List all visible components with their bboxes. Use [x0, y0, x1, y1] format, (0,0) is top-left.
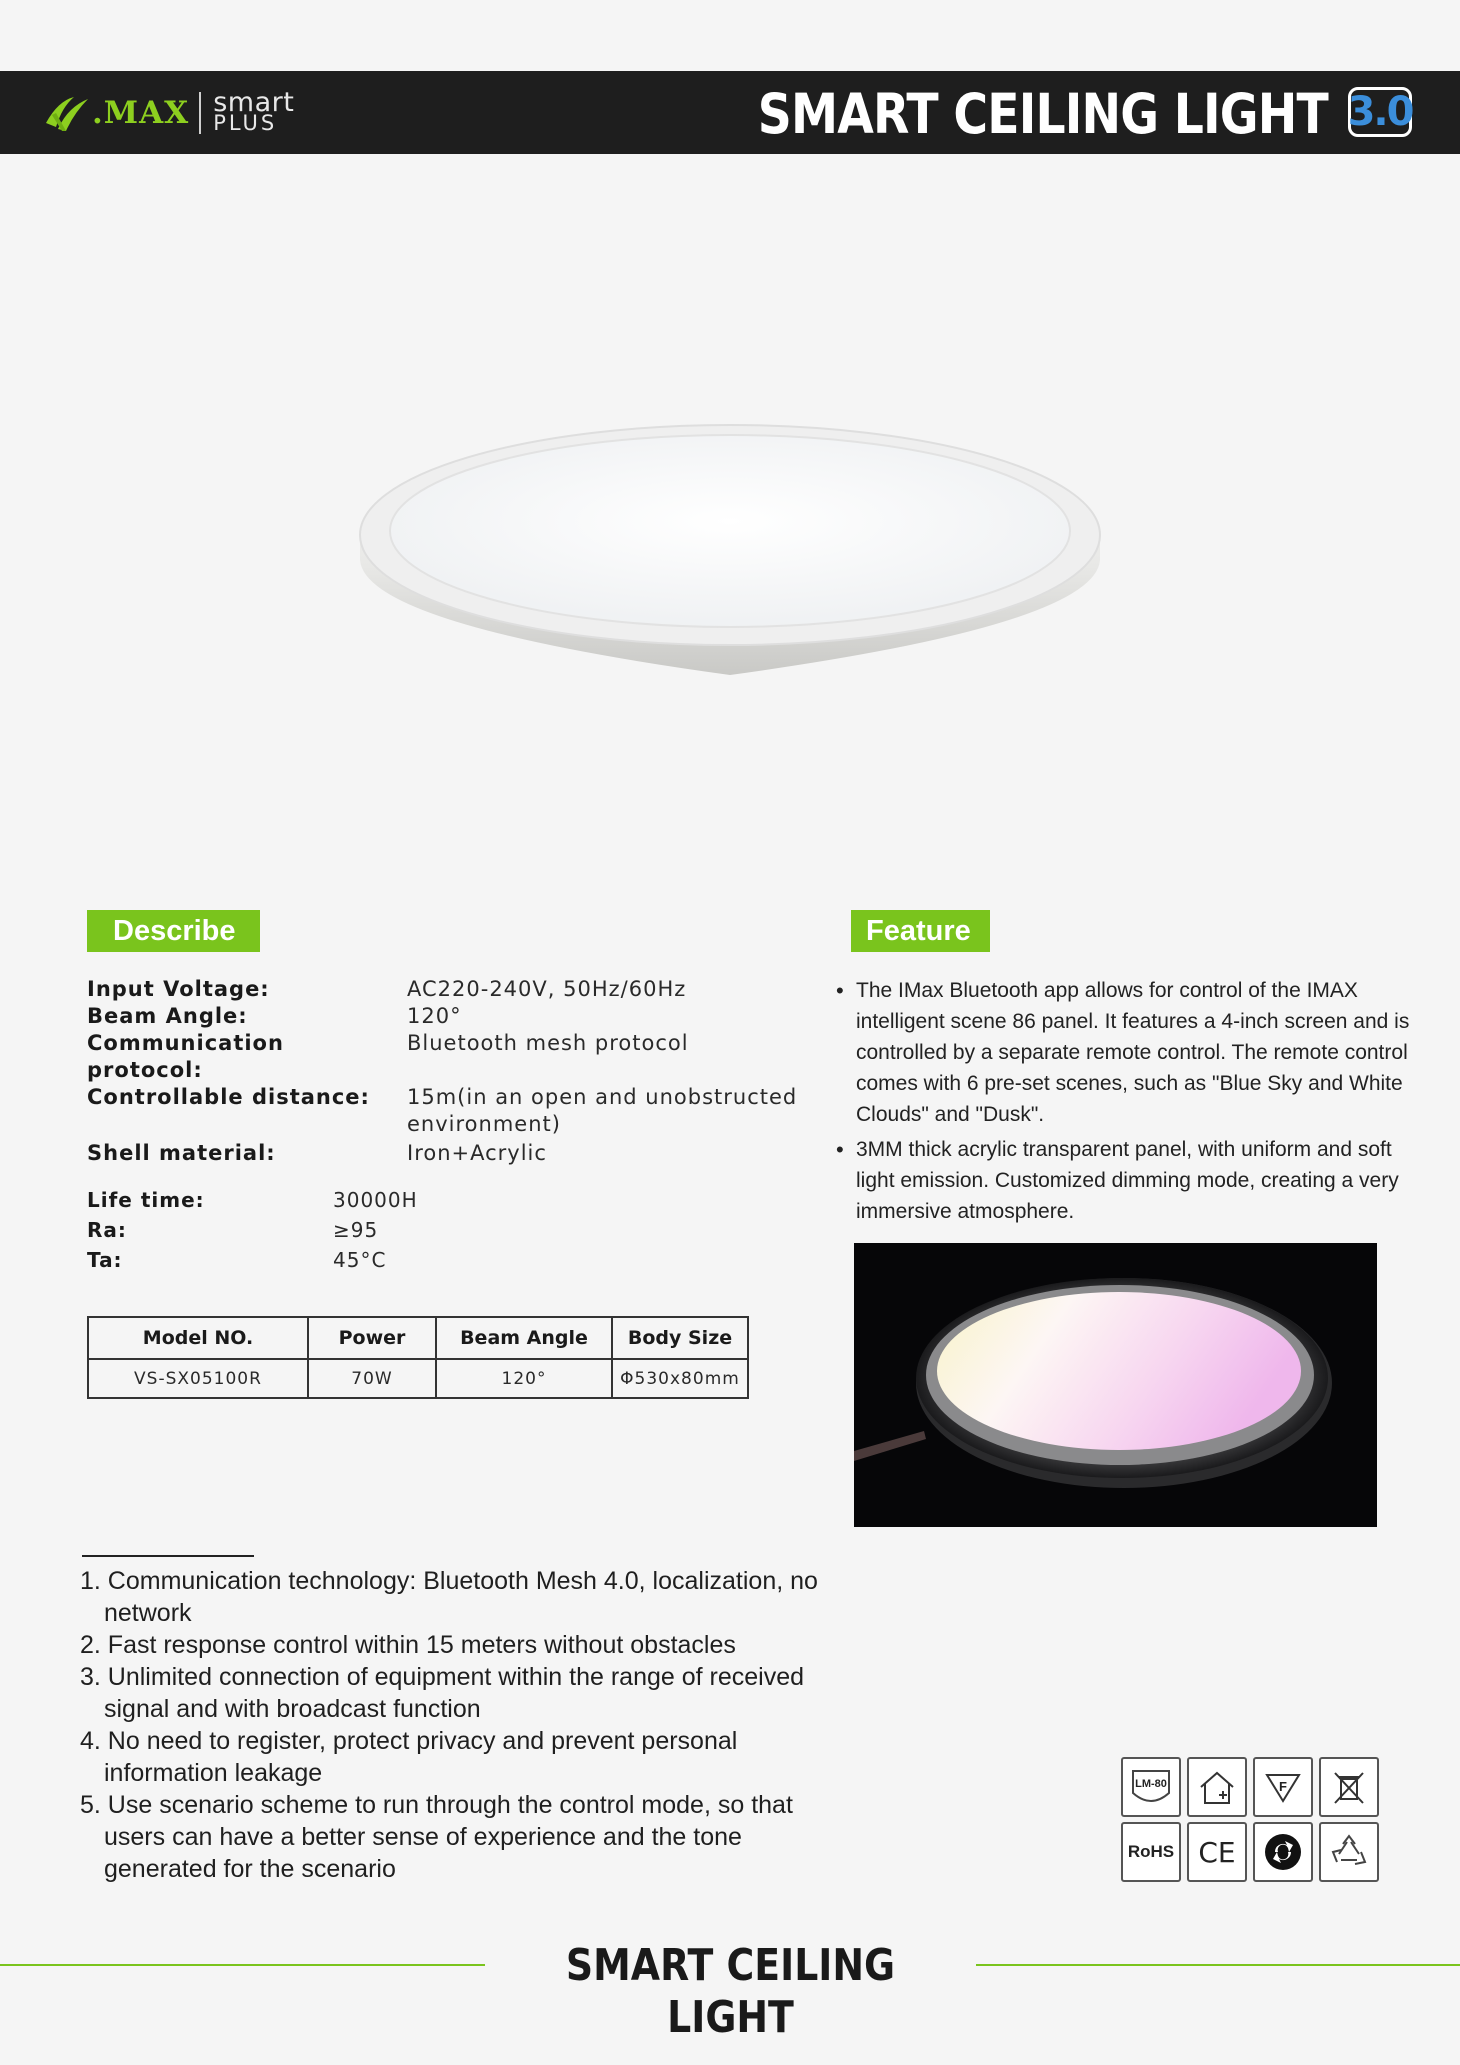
spec-value: Bluetooth mesh protocol [407, 1031, 689, 1055]
logo-divider [199, 92, 201, 134]
list-item: 3. Unlimited connection of equipment within the range of received signal and with broadcast function [80, 1663, 805, 1723]
table-row [88, 1359, 748, 1398]
notes-divider [82, 1555, 254, 1557]
spec-row [87, 1003, 827, 1030]
spec-label: Ta: [87, 1248, 123, 1272]
spec-value: AC220-240V, 50Hz/60Hz [407, 977, 687, 1001]
spec-list [87, 976, 827, 1167]
indoor-use-icon [1187, 1757, 1247, 1817]
vmax-leaf-icon [44, 93, 90, 133]
column-header: Body Size [612, 1317, 748, 1359]
feature-list [836, 975, 1436, 1231]
spec-row [87, 1185, 753, 1215]
spec-value: 30000H [333, 1188, 418, 1212]
footer-rule-right [976, 1964, 1460, 1966]
brand-sub-top: smart [213, 87, 295, 118]
header-bar [0, 71, 1460, 154]
notes-list [80, 1565, 860, 1885]
spec-value: 45°C [333, 1248, 387, 1272]
svg-text:F: F [1279, 1779, 1287, 1794]
spec-label: Ra: [87, 1218, 127, 1242]
table-cell: 70W [308, 1359, 436, 1398]
spec-value: 120° [407, 1004, 462, 1028]
spec-row [87, 1084, 827, 1138]
brand-sub-bottom: PLUS [213, 111, 278, 135]
certification-icons [1121, 1757, 1379, 1882]
lit-product-photo [854, 1243, 1377, 1527]
column-header: Model NO. [88, 1317, 308, 1359]
spec-label: Controllable distance: [87, 1085, 370, 1109]
product-image [355, 385, 1105, 730]
spec-row [87, 1030, 827, 1084]
list-item: • 3MM thick acrylic transparent panel, with uniform and soft light emission. Customized dimming mode, creating a very immersive atmosphere. [836, 1134, 1436, 1227]
spec-value: Iron+Acrylic [407, 1141, 547, 1165]
table-cell: VS-SX05100R [88, 1359, 308, 1398]
rohs-icon: RoHS [1121, 1822, 1181, 1882]
page-title: SMART CEILING LIGHT [757, 82, 1328, 146]
brand-logo [44, 89, 294, 137]
spec-label: Beam Angle: [87, 1004, 248, 1028]
lm80-icon [1121, 1757, 1181, 1817]
spec-row [87, 1215, 753, 1245]
brand-name: .MAX [92, 95, 190, 131]
list-item: 2. Fast response control within 15 meters without obstacles [80, 1631, 736, 1659]
ce-mark-icon: CE [1187, 1822, 1247, 1882]
lit-lamp-illustration [854, 1243, 1377, 1527]
spec-list-secondary [87, 1185, 753, 1275]
spec-label: Communication protocol: [87, 1031, 284, 1082]
footer-title: SMART CEILING LIGHT [565, 1940, 896, 2043]
feature-heading: Feature [851, 910, 990, 952]
spec-value: ≥95 [333, 1218, 379, 1242]
list-item: 4. No need to register, protect privacy and prevent personal information leakage [80, 1727, 738, 1787]
green-dot-icon [1253, 1822, 1313, 1882]
model-table [87, 1316, 749, 1399]
table-header-row [88, 1317, 748, 1359]
spec-row [87, 1140, 827, 1167]
column-header: Power [308, 1317, 436, 1359]
list-item: 5. Use scenario scheme to run through the control mode, so that users can have a better sense of experience and the tone generated for the scenario [80, 1791, 793, 1883]
weee-bin-icon [1319, 1757, 1379, 1817]
spec-row [87, 1245, 753, 1275]
spec-label: Input Voltage: [87, 977, 270, 1001]
spec-value: 15m(in an open and unobstructed environment) [407, 1085, 798, 1136]
table-cell: 120° [436, 1359, 612, 1398]
spec-label: Shell material: [87, 1141, 276, 1165]
list-item: 1. Communication technology: Bluetooth Mesh 4.0, localization, no network [80, 1567, 818, 1627]
spec-row [87, 976, 827, 1003]
footer-rule-left [0, 1964, 485, 1966]
describe-heading: Describe [87, 910, 260, 952]
f-mark-icon [1253, 1757, 1313, 1817]
lm80-label: LM-80 [1135, 1778, 1167, 1790]
column-header: Beam Angle [436, 1317, 612, 1359]
version-badge: 3.0 [1347, 89, 1413, 135]
brand-subline [213, 87, 295, 135]
list-item: • The IMax Bluetooth app allows for control of the IMAX intelligent scene 86 panel. It features a 4-inch screen and is controlled by a separate remote control. The remote control comes with 6 pre-set scenes, such as "Blue Sky and White Clouds" and "Dusk". [836, 975, 1436, 1130]
recycle-icon [1319, 1822, 1379, 1882]
spec-label: Life time: [87, 1188, 205, 1212]
table-cell: Φ530x80mm [612, 1359, 748, 1398]
